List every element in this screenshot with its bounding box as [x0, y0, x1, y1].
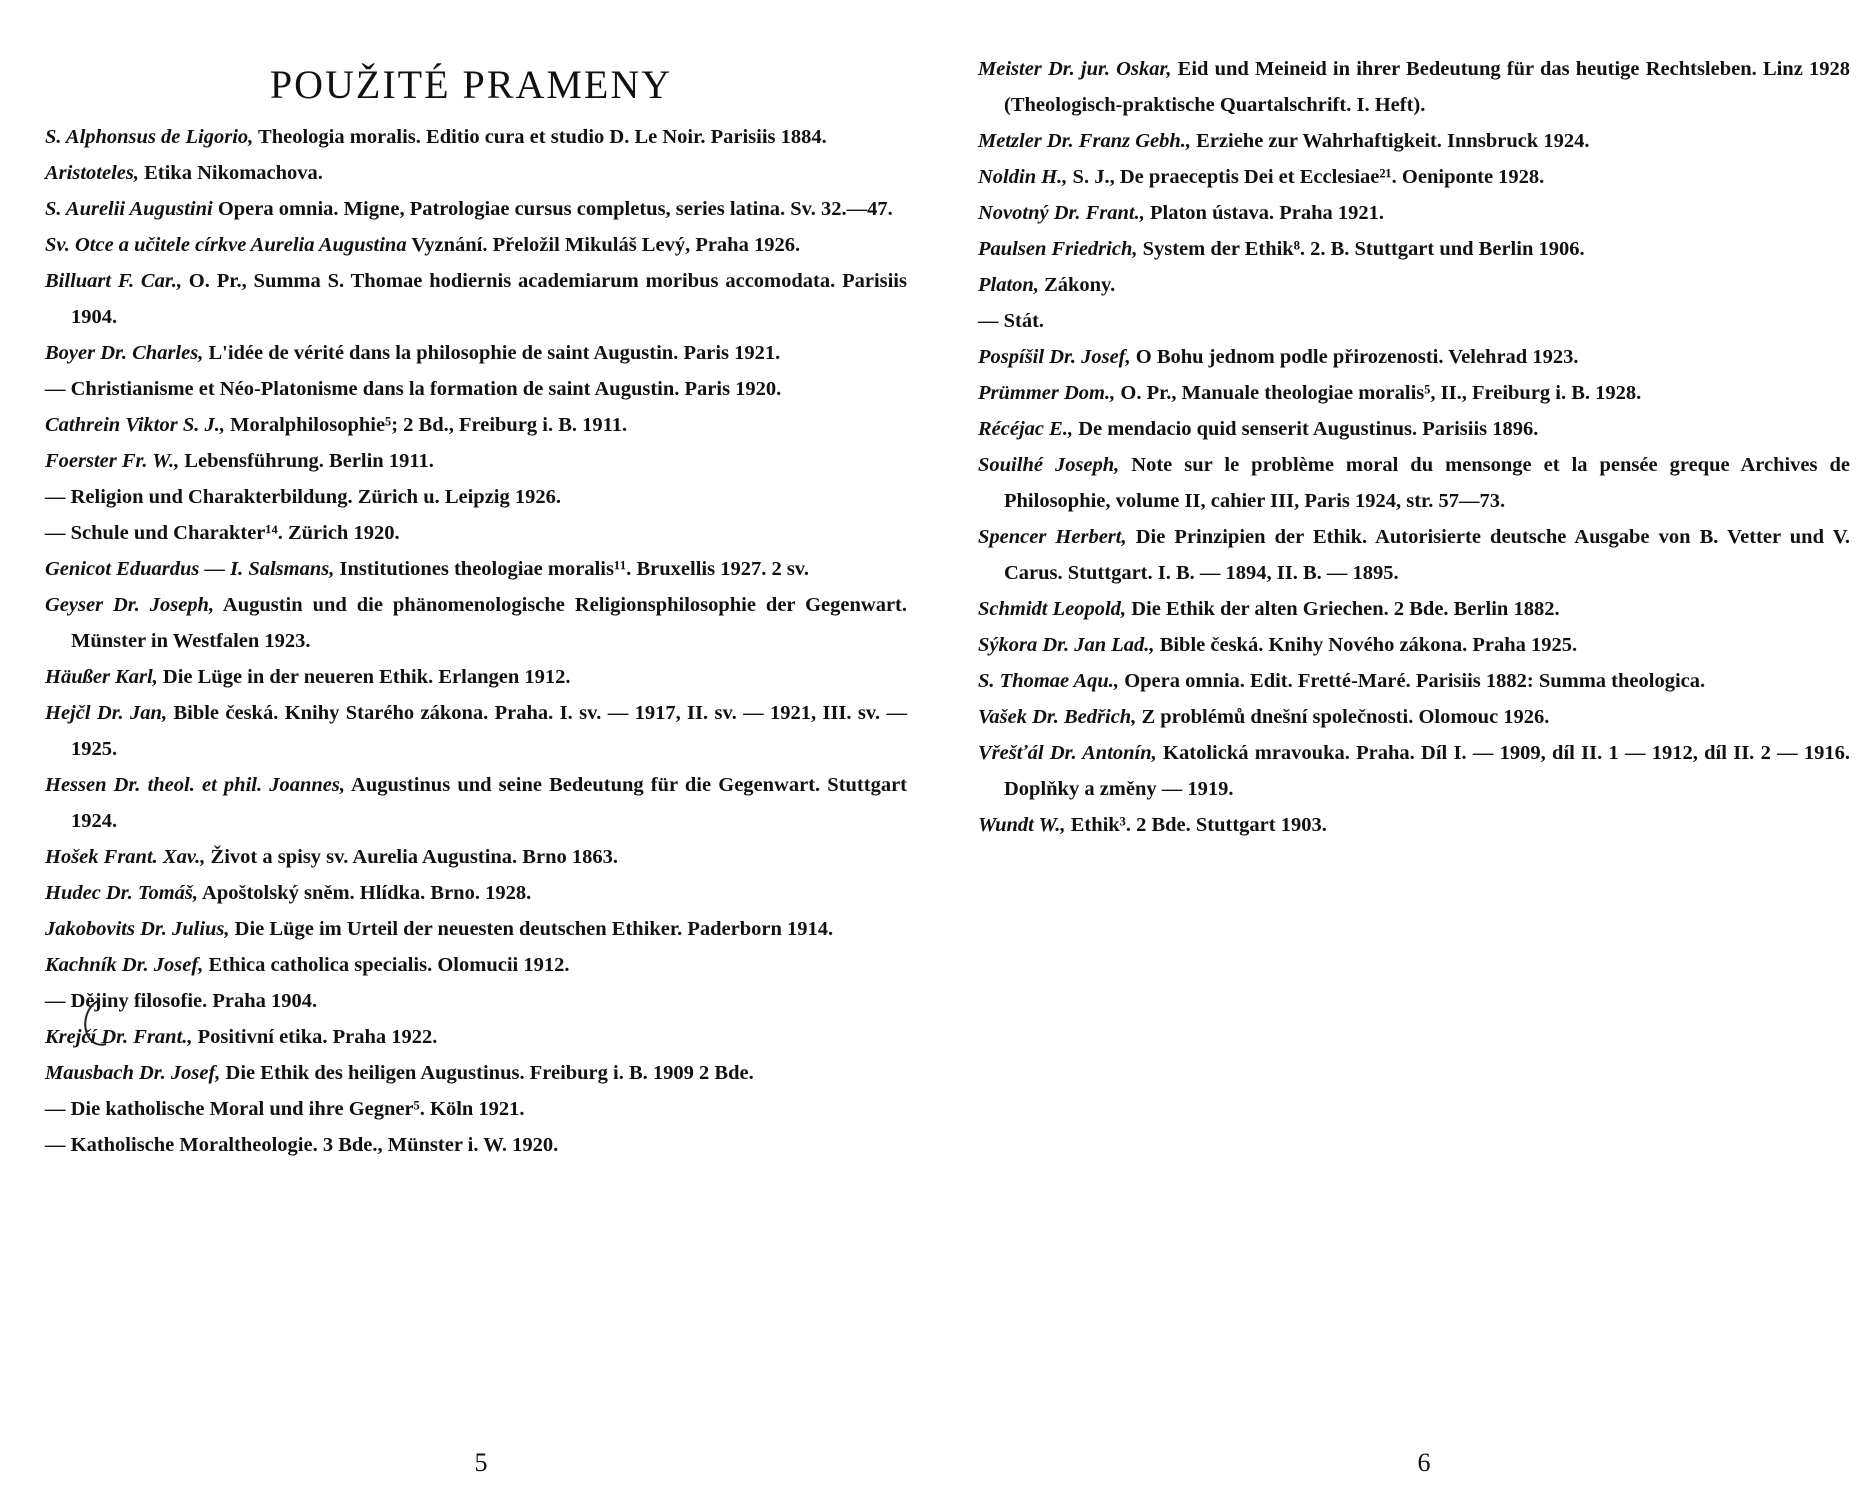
bibliography-entry	[45, 407, 907, 443]
pencil-mark	[78, 996, 108, 1056]
bibliography-entry	[45, 875, 907, 911]
entry-work: Theologia moralis. Editio cura et studio D. Le Noir. Parisiis 1884.	[253, 126, 827, 148]
bibliography-entry	[978, 663, 1850, 699]
entry-work: Note sur le problème moral du mensonge et la pensée greque Archives de Philosophie, volume II, cahier III, Paris 1924, str. 57—73.	[1004, 454, 1850, 512]
entry-author: Hudec Dr. Tomáš,	[45, 882, 199, 904]
entry-work: O. Pr., Summa S. Thomae hodiernis academiarum moribus accomodata. Parisiis 1904.	[71, 270, 907, 328]
page-number-left: 5	[474, 1448, 488, 1477]
entry-author: Paulsen Friedrich,	[978, 238, 1138, 260]
entry-author: Novotný Dr. Frant.,	[978, 202, 1145, 224]
entry-work: Zákony.	[1038, 274, 1116, 296]
entry-author: Genicot Eduardus — I. Salsmans,	[45, 558, 335, 580]
entry-author: Kachník Dr. Josef,	[45, 954, 204, 976]
bibliography-entry	[45, 119, 907, 155]
bibliography-entry	[45, 587, 907, 659]
bibliography-entry	[978, 159, 1850, 195]
bibliography-entry	[45, 911, 907, 947]
entry-work: Etika Nikomachova.	[138, 162, 323, 184]
entry-work: — Katholische Moraltheologie. 3 Bde., Münster i. W. 1920.	[45, 1134, 559, 1156]
bibliography-entry	[978, 231, 1850, 267]
entry-author: Sýkora Dr. Jan Lad.,	[978, 634, 1155, 656]
entry-author: Hošek Frant. Xav.,	[45, 846, 206, 868]
entry-work: O. Pr., Manuale theologiae moralis⁵, II., Freiburg i. B. 1928.	[1115, 382, 1642, 404]
entry-author: Jakobovits Dr. Julius,	[45, 918, 230, 940]
bibliography-entry	[978, 411, 1850, 447]
entry-work: Augustin und die phänomenologische Religionsphilosophie der Gegenwart. Münster in Westfalen 1923.	[71, 594, 907, 652]
bibliography-entry	[45, 1019, 907, 1055]
entry-author: Hessen Dr. theol. et phil. Joannes,	[45, 774, 346, 796]
bibliography-entry	[978, 519, 1850, 591]
bibliography-entry	[978, 303, 1850, 339]
entry-author: Spencer Herbert,	[978, 526, 1127, 548]
entry-work: Platon ústava. Praha 1921.	[1144, 202, 1385, 224]
bibliography-entry	[978, 735, 1850, 807]
bibliography-entry	[45, 227, 907, 263]
entry-author: Récéjac E.,	[978, 418, 1074, 440]
entry-author: Mausbach Dr. Josef,	[45, 1062, 221, 1084]
entry-work: Lebensführung. Berlin 1911.	[179, 450, 434, 472]
bibliography-entry	[45, 551, 907, 587]
entry-work: — Stát.	[978, 310, 1045, 332]
bibliography-entry	[978, 195, 1850, 231]
entry-work: Die Lüge in der neueren Ethik. Erlangen 1912.	[157, 666, 571, 688]
entry-author: Wundt W.,	[978, 814, 1066, 836]
entry-work: Ethica catholica specialis. Olomucii 1912.	[203, 954, 570, 976]
bibliography-list-right	[978, 51, 1850, 843]
bibliography-list-left	[45, 119, 907, 1163]
bibliography-entry	[45, 839, 907, 875]
bibliography-entry	[45, 443, 907, 479]
entry-author: Vřešťál Dr. Antonín,	[978, 742, 1157, 764]
entry-author: S. Aurelii Augustini	[45, 198, 213, 220]
bibliography-entry	[45, 191, 907, 227]
bibliography-entry	[45, 1055, 907, 1091]
entry-author: Foerster Fr. W.,	[45, 450, 180, 472]
bibliography-entry	[45, 947, 907, 983]
entry-work: Apoštolský sněm. Hlídka. Brno. 1928.	[198, 882, 532, 904]
entry-work: O Bohu jednom podle přirozenosti. Velehrad 1923.	[1130, 346, 1579, 368]
entry-work: Die Ethik des heiligen Augustinus. Freiburg i. B. 1909 2 Bde.	[220, 1062, 754, 1084]
bibliography-entry	[978, 339, 1850, 375]
entry-author: Platon,	[978, 274, 1039, 296]
entry-author: Souilhé Joseph,	[978, 454, 1120, 476]
bibliography-entry	[978, 807, 1850, 843]
entry-author: Prümmer Dom.,	[978, 382, 1116, 404]
entry-work: Die Lüge im Urteil der neuesten deutschen Ethiker. Paderborn 1914.	[229, 918, 834, 940]
entry-work: — Schule und Charakter¹⁴. Zürich 1920.	[45, 522, 400, 544]
entry-author: Schmidt Leopold,	[978, 598, 1127, 620]
entry-work: Katolická mravouka. Praha. Díl I. — 1909, díl II. 1 — 1912, díl II. 2 — 1916. Doplňky a změny — 1919.	[1004, 742, 1850, 800]
entry-author: Cathrein Viktor S. J.,	[45, 414, 226, 436]
bibliography-entry	[45, 155, 907, 191]
bibliography-entry	[45, 695, 907, 767]
bibliography-entry	[978, 591, 1850, 627]
left-page	[45, 0, 907, 1500]
entry-work: Bible česká. Knihy Nového zákona. Praha 1925.	[1154, 634, 1578, 656]
entry-work: Z problémů dnešní společnosti. Olomouc 1926.	[1136, 706, 1550, 728]
entry-work: — Die katholische Moral und ihre Gegner⁵. Köln 1921.	[45, 1098, 525, 1120]
entry-work: Die Prinzipien der Ethik. Autorisierte deutsche Ausgabe von B. Vetter und V. Carus. Stuttgart. I. B. — 1894, II. B. — 1895.	[1004, 526, 1851, 584]
page-title: POUŽITÉ PRAMENY	[269, 62, 673, 107]
entry-work: — Religion und Charakterbildung. Zürich u. Leipzig 1926.	[45, 486, 562, 508]
entry-author: Häußer Karl,	[45, 666, 158, 688]
bibliography-entry	[45, 1127, 907, 1163]
bibliography-entry	[978, 447, 1850, 519]
bibliography-entry	[978, 627, 1850, 663]
bibliography-entry	[978, 699, 1850, 735]
entry-work: S. J., De praeceptis Dei et Ecclesiae²¹. Oeniponte 1928.	[1067, 166, 1545, 188]
entry-work: Bible česká. Knihy Starého zákona. Praha. I. sv. — 1917, II. sv. — 1921, III. sv. — 1925.	[71, 702, 907, 760]
entry-work: Die Ethik der alten Griechen. 2 Bde. Berlin 1882.	[1126, 598, 1560, 620]
entry-author: S. Alphonsus de Ligorio,	[45, 126, 254, 148]
entry-work: Opera omnia. Migne, Patrologiae cursus completus, series latina. Sv. 32.—47.	[212, 198, 893, 220]
bibliography-entry	[978, 375, 1850, 411]
bibliography-entry	[978, 51, 1850, 123]
bibliography-entry	[45, 659, 907, 695]
entry-work: Vyznání. Přeložil Mikuláš Levý, Praha 1926.	[406, 234, 801, 256]
page-number-right: 6	[1417, 1448, 1431, 1477]
entry-work: — Dějiny filosofie. Praha 1904.	[45, 990, 318, 1012]
entry-work: Institutiones theologiae moralis¹¹. Bruxellis 1927. 2 sv.	[334, 558, 810, 580]
bibliography-entry	[45, 479, 907, 515]
entry-author: Billuart F. Car.,	[45, 270, 182, 292]
entry-work: Erziehe zur Wahrhaftigkeit. Innsbruck 1924.	[1191, 130, 1590, 152]
entry-work: Augustinus und seine Bedeutung für die Gegenwart. Stuttgart 1924.	[71, 774, 908, 832]
bibliography-entry	[45, 1091, 907, 1127]
entry-author: Aristoteles,	[45, 162, 139, 184]
bibliography-entry	[45, 767, 907, 839]
bibliography-entry	[45, 335, 907, 371]
entry-work: Moralphilosophie⁵; 2 Bd., Freiburg i. B. 1911.	[225, 414, 628, 436]
entry-work: Život a spisy sv. Aurelia Augustina. Brno 1863.	[205, 846, 618, 868]
entry-author: Noldin H.,	[978, 166, 1068, 188]
entry-author: S. Thomae Aqu.,	[978, 670, 1120, 692]
entry-author: Metzler Dr. Franz Gebh.,	[978, 130, 1192, 152]
bibliography-entry	[45, 983, 907, 1019]
entry-author: Pospíšil Dr. Josef,	[978, 346, 1131, 368]
entry-work: Eid und Meineid in ihrer Bedeutung für das heutige Rechtsleben. Linz 1928 (Theologisch-praktische Quartalschrift. I. Heft).	[1004, 58, 1850, 116]
bibliography-entry	[45, 515, 907, 551]
entry-work: De mendacio quid senserit Augustinus. Parisiis 1896.	[1073, 418, 1539, 440]
bibliography-entry	[978, 123, 1850, 159]
entry-author: Sv. Otce a učitele církve Aurelia Augustina	[45, 234, 407, 256]
entry-author: Vašek Dr. Bedřich,	[978, 706, 1137, 728]
bibliography-entry	[45, 263, 907, 335]
entry-work: — Christianisme et Néo-Platonisme dans la formation de saint Augustin. Paris 1920.	[45, 378, 782, 400]
right-page	[978, 0, 1850, 1500]
entry-work: Ethik³. 2 Bde. Stuttgart 1903.	[1065, 814, 1327, 836]
entry-work: Positivní etika. Praha 1922.	[192, 1026, 438, 1048]
entry-author: Meister Dr. jur. Oskar,	[978, 58, 1172, 80]
entry-author: Krejčí Dr. Frant.,	[45, 1026, 193, 1048]
bibliography-entry	[978, 267, 1850, 303]
bibliography-entry	[45, 371, 907, 407]
entry-author: Boyer Dr. Charles,	[45, 342, 204, 364]
entry-author: Hejčl Dr. Jan,	[45, 702, 168, 724]
entry-work: L'idée de vérité dans la philosophie de saint Augustin. Paris 1921.	[203, 342, 781, 364]
entry-work: Opera omnia. Edit. Fretté-Maré. Parisiis 1882: Summa theologica.	[1119, 670, 1706, 692]
entry-work: System der Ethik⁸. 2. B. Stuttgart und Berlin 1906.	[1137, 238, 1585, 260]
entry-author: Geyser Dr. Joseph,	[45, 594, 215, 616]
